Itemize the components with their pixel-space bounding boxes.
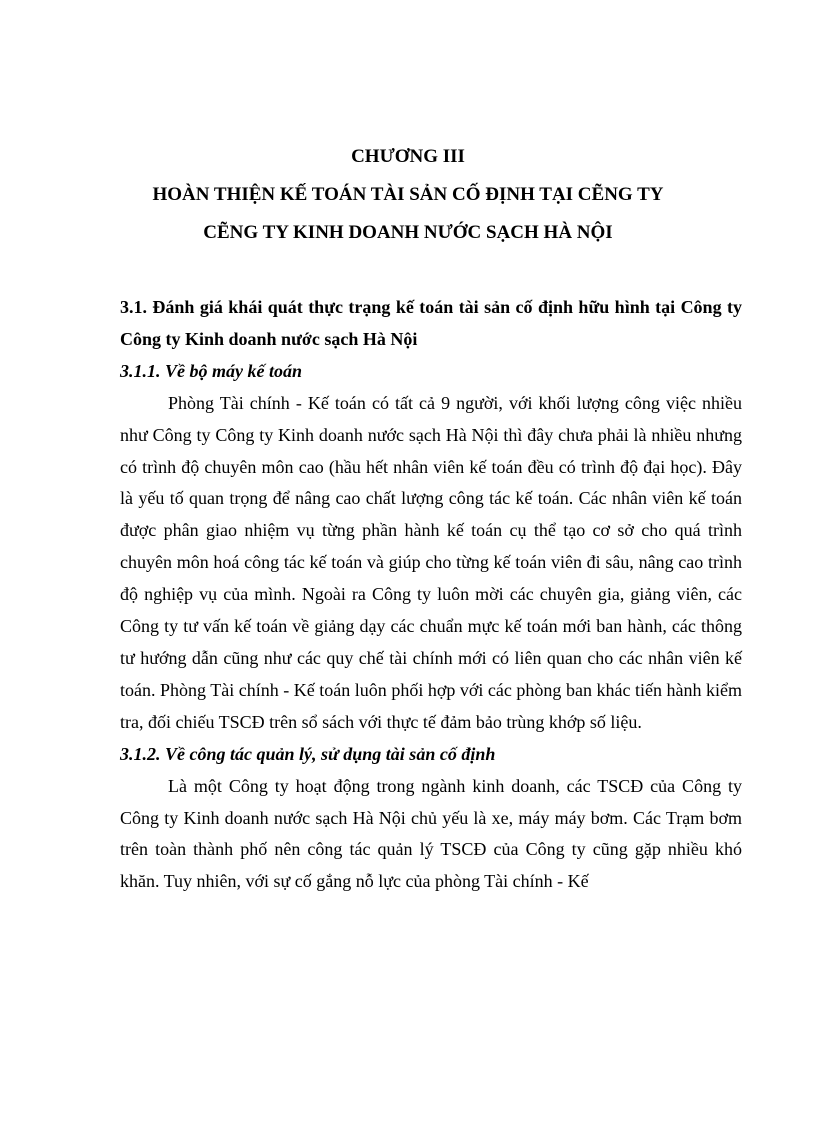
document-body [120, 292, 742, 898]
chapter-title-line-2: CẼNG TY KINH DOANH NƯỚC SẠCH HÀ NỘI [203, 222, 613, 243]
section-3-1-2-paragraph: Là một Công ty hoạt động trong ngành kinh doanh, các TSCĐ của Công ty Công ty Kinh doanh nước sạch Hà Nội chủ yếu là xe, máy máy bơm. Các Trạm bơm trên toàn thành phố nên công tác quản lý TSCĐ của Công ty cũng gặp nhiều khó khăn. Tuy nhiên, với sự cố gắng nỗ lực của phòng Tài chính - Kế [120, 775, 742, 892]
chapter-title-line-1: HOÀN THIỆN KẾ TOÁN TÀI SẢN CỐ ĐỊNH TẠI CẼNG TY [152, 184, 664, 205]
section-3-1-2-heading: 3.1.2. Về công tác quản lý, sử dụng tài sản cố định [120, 743, 496, 764]
section-3-1-1-paragraph: Phòng Tài chính - Kế toán có tất cả 9 người, với khối lượng công việc nhiều như Công ty Công ty Kinh doanh nước sạch Hà Nội thì đây chưa phải là nhiều nhưng có trình độ chuyên môn cao (hầu hết nhân viên kế toán đều có trình độ đại học). Đây là yếu tố quan trọng để nâng cao chất lượng công tác kế toán. Các nhân viên kế toán được phân giao nhiệm vụ từng phần hành kế toán cụ thể tạo cơ sở cho quá trình chuyên môn hoá công tác kế toán và giúp cho từng kế toán viên đi sâu, nâng cao trình độ nghiệp vụ của mình. Ngoài ra Công ty luôn mời các chuyên gia, giảng viên, các Công ty tư vấn kế toán về giảng dạy các chuẩn mực kế toán mới ban hành, các thông tư hướng dẫn cũng như các quy chế tài chính mới có liên quan cho các nhân viên kế toán. Phòng Tài chính - Kế toán luôn phối hợp với các phòng ban khác tiến hành kiểm tra, đối chiếu TSCĐ trên sổ sách với thực tế đảm bảo trùng khớp số liệu. [120, 392, 742, 732]
section-3-1-heading: 3.1. Đánh giá khái quát thực trạng kế toán tài sản cố định hữu hình tại Công ty Công ty Kinh doanh nước sạch Hà Nội [120, 297, 742, 349]
chapter-title-block [0, 138, 816, 252]
chapter-number: CHƯƠNG III [351, 146, 465, 167]
section-3-1-1-heading: 3.1.1. Về bộ máy kế toán [120, 360, 302, 381]
